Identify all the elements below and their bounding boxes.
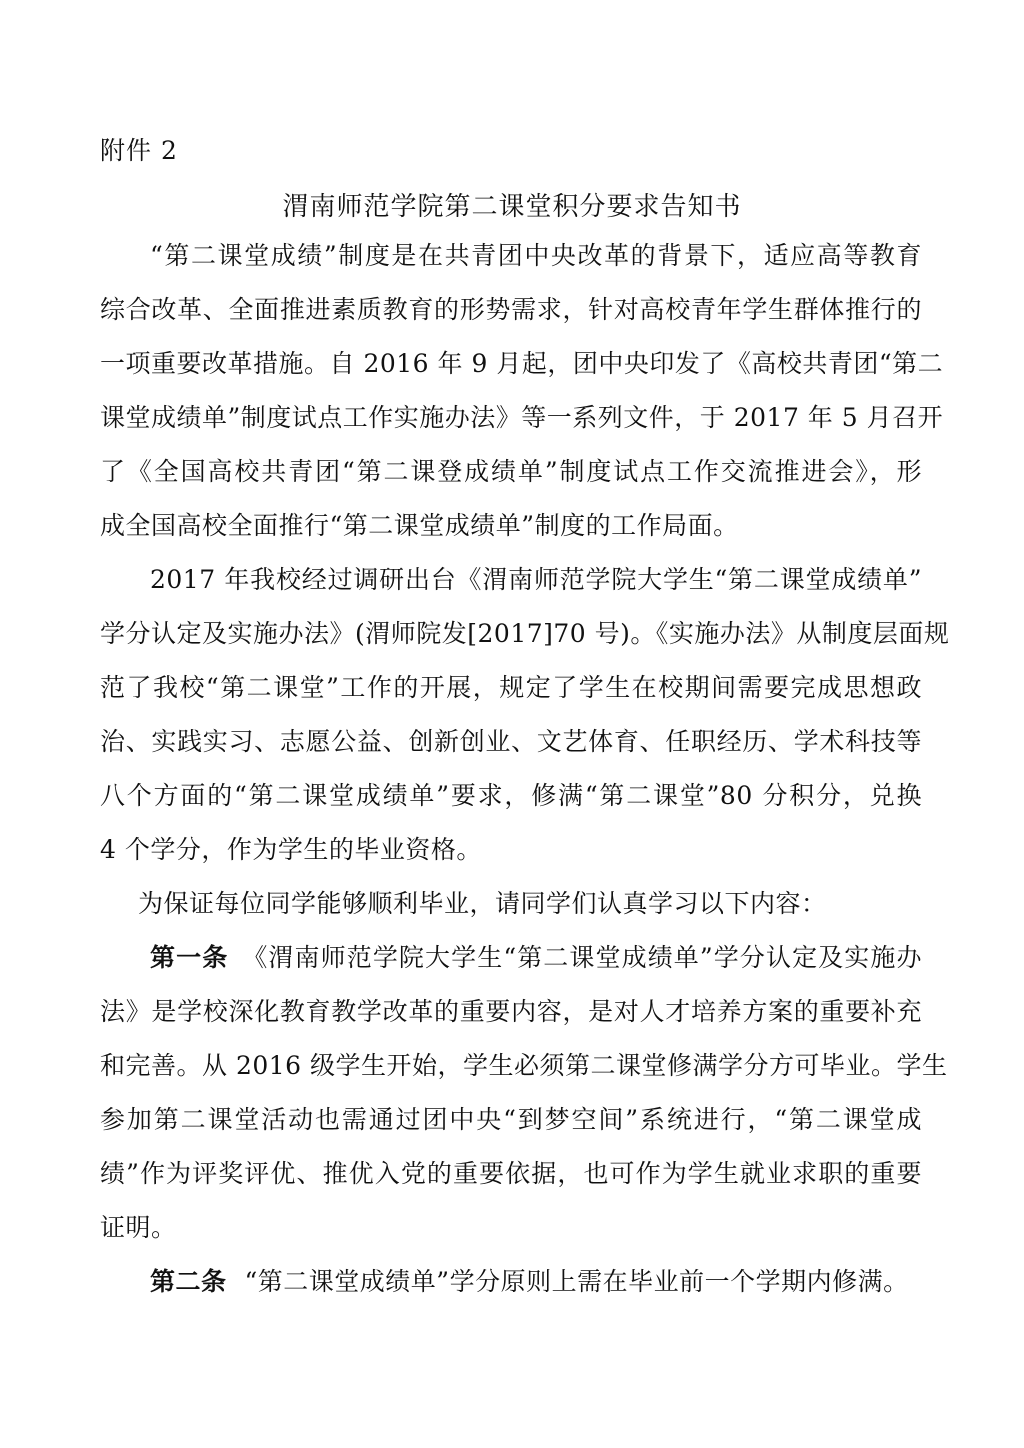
text-line: 和完善。从 2016 级学生开始，学生必须第二课堂修满学分方可毕业。学生	[100, 1051, 948, 1080]
text-line: 学分认定及实施办法》(渭师院发[2017]70 号)。《实施办法》从制度层面规	[100, 619, 950, 648]
text-line: 一项重要改革措施。自 2016 年 9 月起，团中央印发了《高校共青团“第二	[100, 349, 944, 378]
text-line: 4 个学分，作为学生的毕业资格。	[100, 835, 482, 864]
text-line: 证明。	[100, 1213, 177, 1242]
article-2-text: “第二课堂成绩单”学分原则上需在毕业前一个学期内修满。	[244, 1267, 909, 1296]
text-line: 2017 年我校经过调研出台《渭南师范学院大学生“第二课堂成绩单”	[150, 565, 922, 594]
text-line: 绩”作为评奖评优、推优入党的重要依据，也可作为学生就业求职的重要	[100, 1159, 922, 1188]
text-line: 八个方面的“第二课堂成绩单”要求，修满“第二课堂”80 分积分，兑换	[100, 781, 922, 810]
article-1-heading: 第一条	[150, 943, 229, 972]
article-1-text: 《渭南师范学院大学生“第二课堂成绩单”学分认定及实施办	[242, 943, 922, 972]
text-line: 成全国高校全面推行“第二课堂成绩单”制度的工作局面。	[100, 511, 739, 540]
text-line: “第二课堂成绩”制度是在共青团中央改革的背景下，适应高等教育	[150, 241, 922, 270]
text-line: 治、实践实习、志愿公益、创新创业、文艺体育、任职经历、学术科技等	[100, 727, 922, 756]
article-1-line	[150, 942, 922, 974]
article-2-line	[150, 1266, 922, 1298]
text-line: 综合改革、全面推进素质教育的形势需求，针对高校青年学生群体推行的	[100, 295, 922, 324]
attachment-label: 附件 2	[100, 136, 178, 165]
text-line: 法》是学校深化教育教学改革的重要内容，是对人才培养方案的重要补充	[100, 997, 922, 1026]
text-line: 了《全国高校共青团“第二课登成绩单”制度试点工作交流推进会》，形	[100, 457, 922, 486]
text-line: 为保证每位同学能够顺利毕业，请同学们认真学习以下内容：	[138, 889, 827, 918]
document-title: 渭南师范学院第二课堂积分要求告知书	[282, 192, 742, 222]
article-2-heading: 第二条	[150, 1267, 227, 1296]
text-line: 参加第二课堂活动也需通过团中央“到梦空间”系统进行，“第二课堂成	[100, 1105, 922, 1134]
text-line: 课堂成绩单”制度试点工作实施办法》等一系列文件，于 2017 年 5 月召开	[100, 403, 944, 432]
text-line: 范了我校“第二课堂”工作的开展，规定了学生在校期间需要完成思想政	[100, 673, 922, 702]
